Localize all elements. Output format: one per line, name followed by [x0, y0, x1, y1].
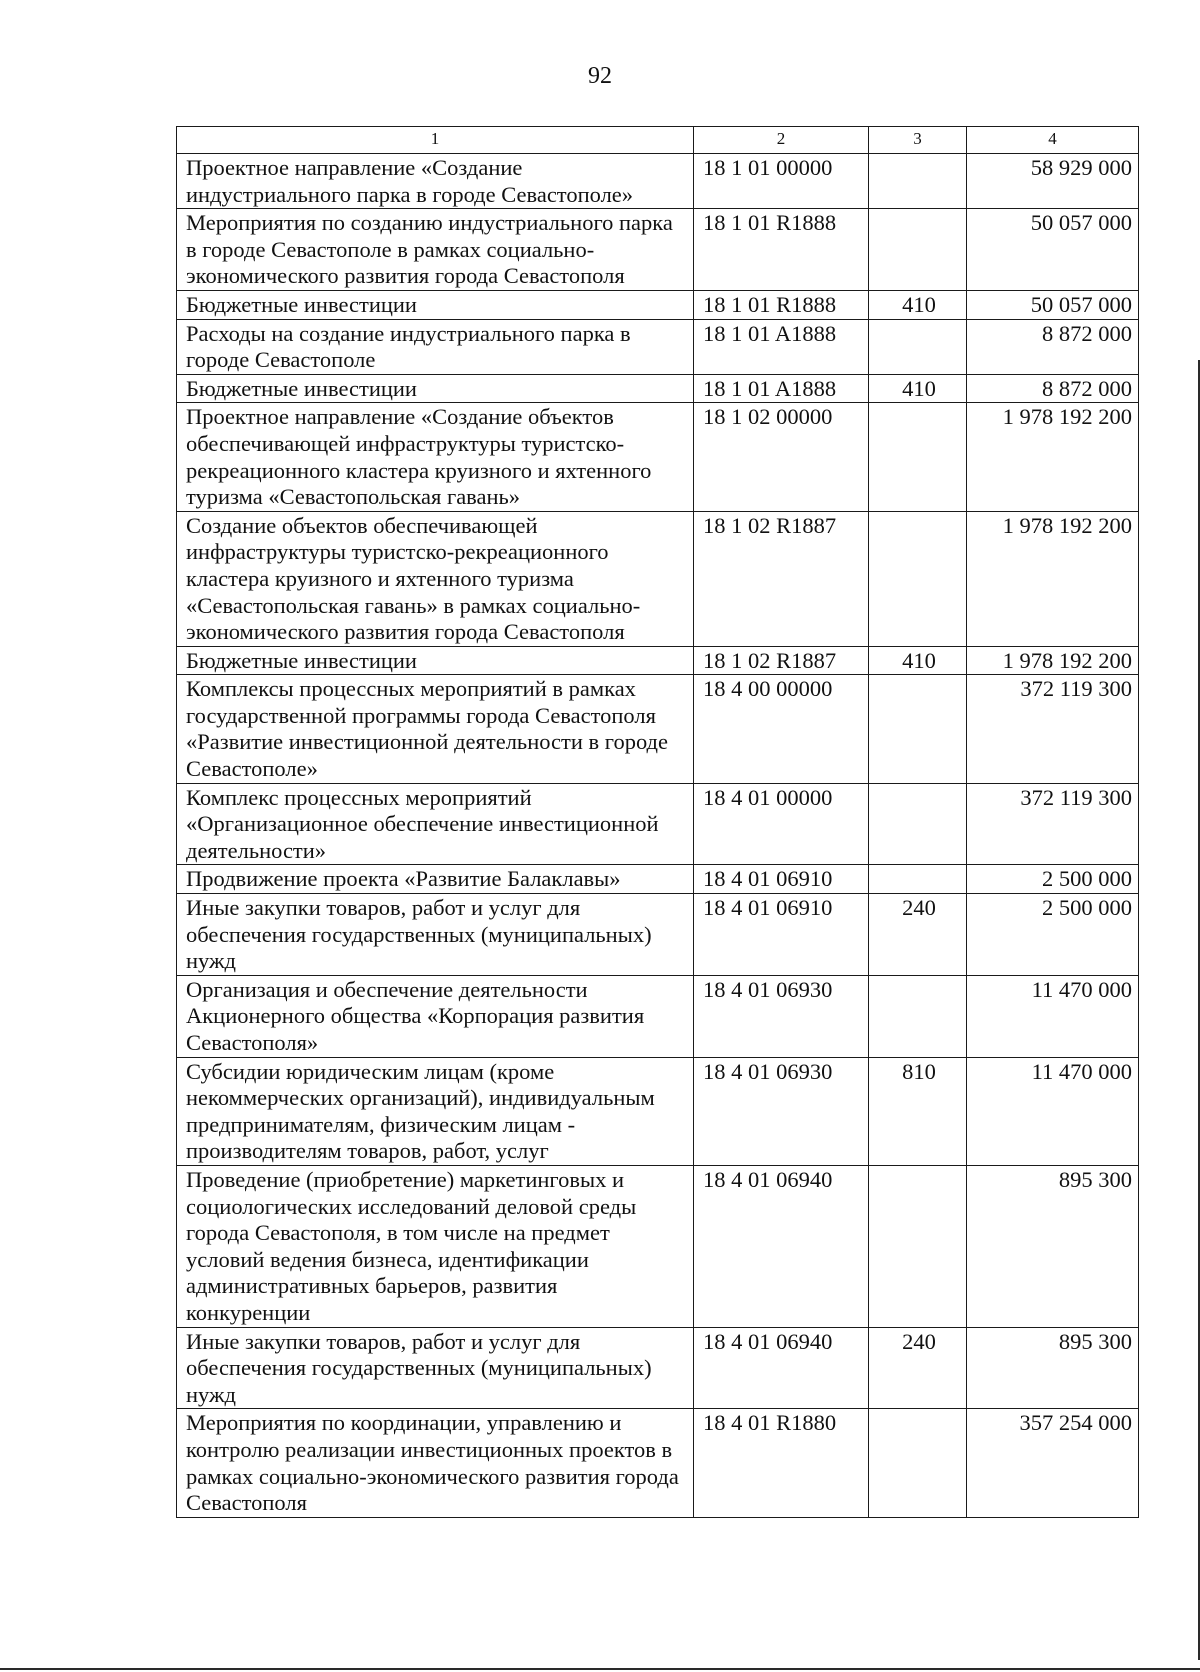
row-name-cell: Иные закупки товаров, работ и услуг для обеспечения государственных (муниципальных) нужд [177, 1327, 694, 1409]
table-row [177, 865, 1139, 894]
row-name-cell: Бюджетные инвестиции [177, 290, 694, 319]
table-row [177, 511, 1139, 646]
row-amount-cell: 2 500 000 [967, 865, 1139, 894]
row-name-cell: Продвижение проекта «Развитие Балаклавы» [177, 865, 694, 894]
row-amount-cell: 372 119 300 [967, 675, 1139, 783]
row-name-cell: Бюджетные инвестиции [177, 374, 694, 403]
row-code-cell: 18 1 01 R1888 [694, 290, 869, 319]
row-amount-cell: 895 300 [967, 1165, 1139, 1327]
budget-table [176, 126, 1139, 1518]
row-name-cell: Мероприятия по координации, управлению и контролю реализации инвестиционных проектов в рамках социально-экономического развития города Севастополя [177, 1409, 694, 1517]
row-expense-type-cell [869, 675, 967, 783]
row-code-cell: 18 4 01 00000 [694, 783, 869, 865]
row-expense-type-cell [869, 511, 967, 646]
row-code-cell: 18 4 01 06930 [694, 975, 869, 1057]
table-row [177, 1327, 1139, 1409]
row-code-cell: 18 1 01 A1888 [694, 374, 869, 403]
column-header-expense-type: 3 [869, 127, 967, 154]
row-code-cell: 18 1 02 R1887 [694, 646, 869, 675]
page-number: 92 [588, 63, 612, 89]
column-header-name: 1 [177, 127, 694, 154]
row-name-cell: Мероприятия по созданию индустриального парка в городе Севастополе в рамках социально-экономического развития города Севастополя [177, 209, 694, 291]
row-name-cell: Комплексы процессных мероприятий в рамках государственной программы города Севастополя «Развитие инвестиционной деятельности в городе Севастополе» [177, 675, 694, 783]
row-amount-cell: 1 978 192 200 [967, 403, 1139, 511]
row-expense-type-cell: 240 [869, 1327, 967, 1409]
table-row [177, 1165, 1139, 1327]
row-amount-cell: 8 872 000 [967, 319, 1139, 374]
row-name-cell: Комплекс процессных мероприятий «Организационное обеспечение инвестиционной деятельности» [177, 783, 694, 865]
row-code-cell: 18 1 02 R1887 [694, 511, 869, 646]
row-expense-type-cell [869, 319, 967, 374]
row-expense-type-cell: 240 [869, 894, 967, 976]
row-amount-cell: 50 057 000 [967, 290, 1139, 319]
row-name-cell: Проектное направление «Создание индустриального парка в городе Севастополе» [177, 154, 694, 209]
row-expense-type-cell [869, 1165, 967, 1327]
row-code-cell: 18 1 02 00000 [694, 403, 869, 511]
table-row [177, 975, 1139, 1057]
row-amount-cell: 2 500 000 [967, 894, 1139, 976]
row-code-cell: 18 4 01 06910 [694, 894, 869, 976]
row-expense-type-cell [869, 209, 967, 291]
row-amount-cell: 357 254 000 [967, 1409, 1139, 1517]
row-expense-type-cell: 410 [869, 290, 967, 319]
row-amount-cell: 372 119 300 [967, 783, 1139, 865]
table-row [177, 1409, 1139, 1517]
row-amount-cell: 58 929 000 [967, 154, 1139, 209]
row-expense-type-cell [869, 865, 967, 894]
row-expense-type-cell [869, 403, 967, 511]
table-row [177, 675, 1139, 783]
row-code-cell: 18 4 01 06930 [694, 1057, 869, 1165]
row-code-cell: 18 4 01 R1880 [694, 1409, 869, 1517]
row-code-cell: 18 4 01 06940 [694, 1327, 869, 1409]
row-name-cell: Проведение (приобретение) маркетинговых и социологических исследований деловой среды города Севастополя, в том числе на предмет условий ведения бизнеса, идентификации административных барьеров, развития конкуренции [177, 1165, 694, 1327]
row-amount-cell: 1 978 192 200 [967, 511, 1139, 646]
row-expense-type-cell [869, 1409, 967, 1517]
row-amount-cell: 8 872 000 [967, 374, 1139, 403]
table-row [177, 374, 1139, 403]
row-name-cell: Бюджетные инвестиции [177, 646, 694, 675]
row-code-cell: 18 1 01 A1888 [694, 319, 869, 374]
row-expense-type-cell: 810 [869, 1057, 967, 1165]
row-code-cell: 18 4 00 00000 [694, 675, 869, 783]
row-name-cell: Создание объектов обеспечивающей инфраструктуры туристско-рекреационного кластера круизного и яхтенного туризма «Севастопольская гавань» в рамках социально-экономического развития города Севастополя [177, 511, 694, 646]
table-row [177, 290, 1139, 319]
table-row [177, 783, 1139, 865]
row-expense-type-cell [869, 154, 967, 209]
table-row [177, 1057, 1139, 1165]
row-code-cell: 18 1 01 00000 [694, 154, 869, 209]
row-code-cell: 18 4 01 06910 [694, 865, 869, 894]
row-expense-type-cell [869, 975, 967, 1057]
table-row [177, 209, 1139, 291]
row-expense-type-cell [869, 783, 967, 865]
row-amount-cell: 895 300 [967, 1327, 1139, 1409]
row-name-cell: Расходы на создание индустриального парка в городе Севастополе [177, 319, 694, 374]
row-amount-cell: 11 470 000 [967, 975, 1139, 1057]
table-row [177, 894, 1139, 976]
table-row [177, 319, 1139, 374]
row-name-cell: Иные закупки товаров, работ и услуг для обеспечения государственных (муниципальных) нужд [177, 894, 694, 976]
table-row [177, 403, 1139, 511]
table-row [177, 646, 1139, 675]
row-expense-type-cell: 410 [869, 374, 967, 403]
scan-bottom-line [0, 1668, 1200, 1670]
row-code-cell: 18 1 01 R1888 [694, 209, 869, 291]
row-amount-cell: 11 470 000 [967, 1057, 1139, 1165]
row-amount-cell: 50 057 000 [967, 209, 1139, 291]
row-name-cell: Организация и обеспечение деятельности Акционерного общества «Корпорация развития Севастополя» [177, 975, 694, 1057]
column-header-amount: 4 [967, 127, 1139, 154]
column-header-code: 2 [694, 127, 869, 154]
table-header-row [177, 127, 1139, 154]
row-name-cell: Субсидии юридическим лицам (кроме некоммерческих организаций), индивидуальным предпринимателям, физическим лицам - производителям товаров, работ, услуг [177, 1057, 694, 1165]
row-name-cell: Проектное направление «Создание объектов обеспечивающей инфраструктуры туристско-рекреационного кластера круизного и яхтенного туризма «Севастопольская гавань» [177, 403, 694, 511]
row-code-cell: 18 4 01 06940 [694, 1165, 869, 1327]
row-expense-type-cell: 410 [869, 646, 967, 675]
row-amount-cell: 1 978 192 200 [967, 646, 1139, 675]
table-row [177, 154, 1139, 209]
